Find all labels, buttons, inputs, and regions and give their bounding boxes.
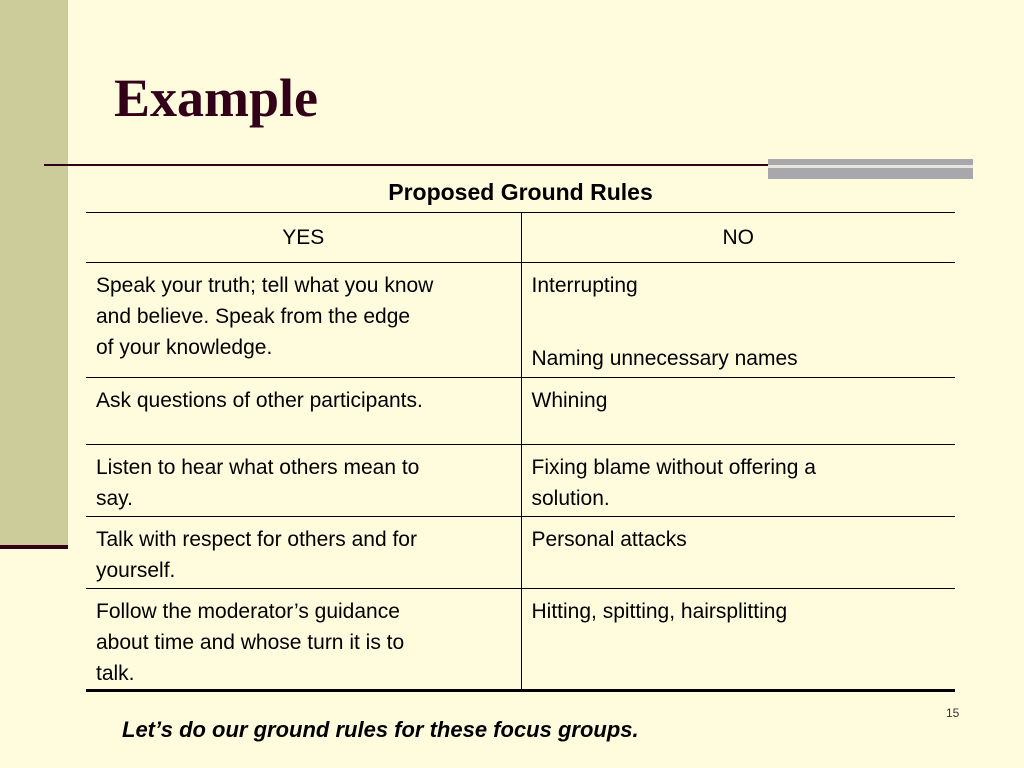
table-row (86, 263, 955, 378)
no-cell (521, 378, 955, 445)
no-cell (521, 517, 955, 589)
table-row (86, 589, 955, 691)
cell-text-line: and believe. Speak from the edge (96, 305, 411, 328)
no-cell (521, 589, 955, 691)
title-divider-accent-stripe (768, 165, 973, 168)
yes-cell (86, 263, 521, 378)
cell-text-line: Listen to hear what others mean to (96, 456, 420, 479)
table-row (86, 517, 955, 589)
cell-text-line: talk. (96, 662, 135, 685)
left-decorative-band (0, 0, 68, 546)
yes-cell (86, 378, 521, 445)
cell-text-line: of your knowledge. (96, 336, 273, 359)
cell-text-line: Personal attacks (531, 528, 687, 551)
column-header-yes: YES (86, 213, 521, 263)
no-cell (521, 445, 955, 517)
ground-rules-table (86, 172, 955, 692)
cell-text-line: Whining (531, 389, 608, 412)
cell-text-line: about time and whose turn it is to (96, 631, 405, 654)
left-band-underline (0, 545, 68, 549)
cell-text-line: Ask questions of other participants. (96, 389, 423, 412)
cell-text-line: Naming unnecessary names (531, 347, 798, 370)
table-row (86, 445, 955, 517)
title-divider-line (44, 164, 774, 166)
footer-note: Let’s do our ground rules for these focus groups. (122, 717, 639, 742)
cell-text-line: Hitting, spitting, hairsplitting (531, 600, 788, 623)
cell-text-line: Follow the moderator’s guidance (96, 600, 400, 623)
slide-number: 15 (946, 706, 960, 720)
yes-cell (86, 589, 521, 691)
cell-text-line: Talk with respect for others and for (96, 528, 417, 551)
cell-text-line: solution. (531, 487, 610, 510)
table-caption-row (86, 172, 955, 213)
no-cell (521, 263, 955, 378)
yes-cell (86, 445, 521, 517)
slide-title: Example (114, 68, 319, 128)
table-header-row (86, 213, 955, 263)
cell-text-line: Fixing blame without offering a (531, 456, 816, 479)
cell-text-line: say. (96, 487, 133, 510)
cell-spacer (532, 301, 946, 312)
cell-text-line: yourself. (96, 559, 176, 582)
column-header-no: NO (521, 213, 955, 263)
table-caption: Proposed Ground Rules (86, 172, 955, 213)
cell-text-line: Speak your truth; tell what you know (96, 274, 434, 297)
table-row (86, 378, 955, 445)
cell-text-line: Interrupting (531, 274, 638, 297)
yes-cell (86, 517, 521, 589)
